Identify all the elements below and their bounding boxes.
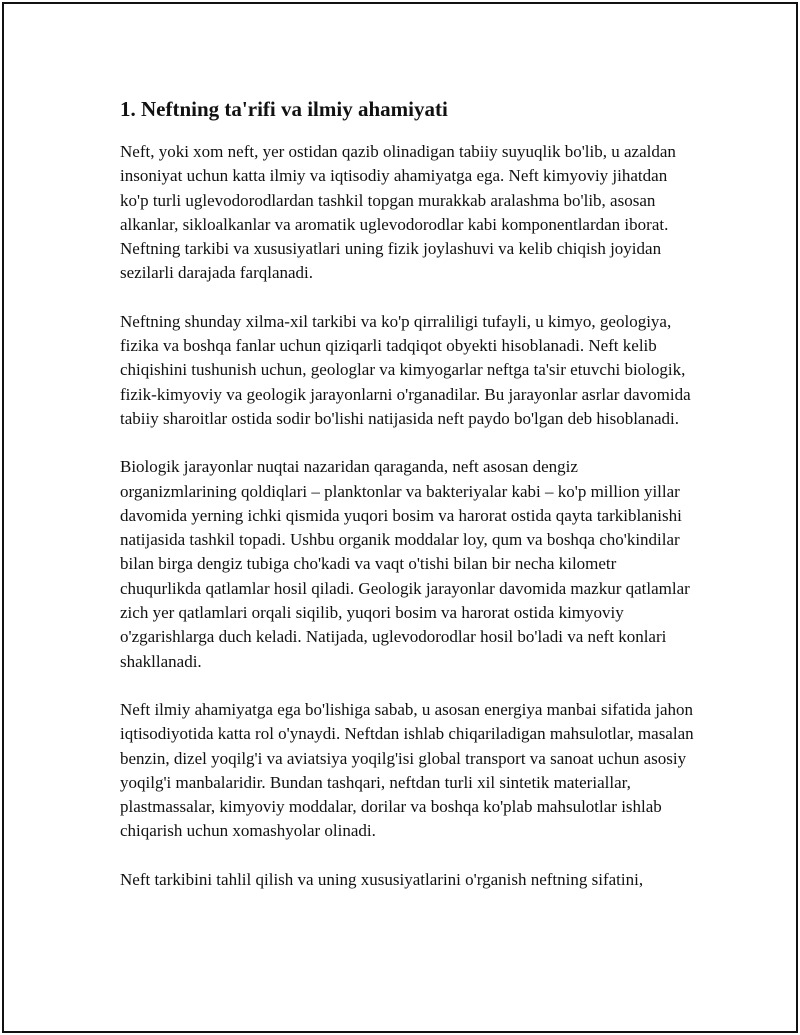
document-page (2, 2, 798, 1033)
paragraph-1: Neft, yoki xom neft, yer ostidan qazib olinadigan tabiiy suyuqlik bo'lib, u azaldan insoniyat uchun katta ilmiy va iqtisodiy ahamiyatga ega. Neft kimyoviy jihatdan ko'p turli uglevodorodlardan tashkil topgan murakkab aralashma bo'lib, asosan alkanlar, sikloalkanlar va aromatik uglevodorodlar kabi komponentlardan iborat. Neftning tarkibi va xususiyatlari uning fizik joylashuvi va kelib chiqish joyidan sezilarli darajada farqlanadi. (120, 142, 676, 283)
paragraph-2: Neftning shunday xilma-xil tarkibi va ko'p qirraliligi tufayli, u kimyo, geologiya, fizika va boshqa fanlar uchun qiziqarli tadqiqot obyekti hisoblanadi. Neft kelib chiqishini tushunish uchun, geologlar va kimyogarlar neftga ta'sir etuvchi biologik, fizik-kimyoviy va geologik jarayonlarni o'rganadilar. Bu jarayonlar asrlar davomida tabiiy sharoitlar ostida sodir bo'lishi natijasida neft paydo bo'lgan deb hisoblanadi. (120, 311, 691, 428)
document-body (120, 96, 695, 916)
paragraph-3: Biologik jarayonlar nuqtai nazaridan qaraganda, neft asosan dengiz organizmlarining qoldiqlari – planktonlar va bakteriyalar kabi – ko'p million yillar davomida yerning ichki qismida yuqori bosim va harorat ostida qayta tarkiblanishi natijasida tashkil topadi. Ushbu organik moddalar loy, qum va boshqa cho'kindilar bilan birga dengiz tubiga cho'kadi va vaqt o'tishi bilan bir necha kilometr chuqurlikda qatlamlar hosil qiladi. Geologik jarayonlar davomida mazkur qatlamlar zich yer qatlamlari orqali siqilib, yuqori bosim va harorat ostida kimyoviy o'zgarishlarga duch keladi. Natijada, uglevodorodlar hosil bo'ladi va neft konlari shakllanadi. (120, 457, 690, 671)
paragraph-5: Neft tarkibini tahlil qilish va uning xususiyatlarini o'rganish neftning sifatini, (120, 869, 644, 889)
paragraph-4: Neft ilmiy ahamiyatga ega bo'lishiga sabab, u asosan energiya manbai sifatida jahon iqtisodiyotida katta rol o'ynaydi. Neftdan ishlab chiqariladigan mahsulotlar, masalan benzin, dizel yoqilg'i va aviatsiya yoqilg'isi global transport va sanoat uchun asosiy yoqilg'i manbalaridir. Bundan tashqari, neftdan turli xil sintetik materiallar, plastmassalar, kimyoviy moddalar, dorilar va boshqa ko'plab mahsulotlar ishlab chiqarish uchun xomashyolar olinadi. (120, 699, 694, 841)
section-heading: 1. Neftning ta'rifi va ilmiy ahamiyati (120, 97, 448, 121)
